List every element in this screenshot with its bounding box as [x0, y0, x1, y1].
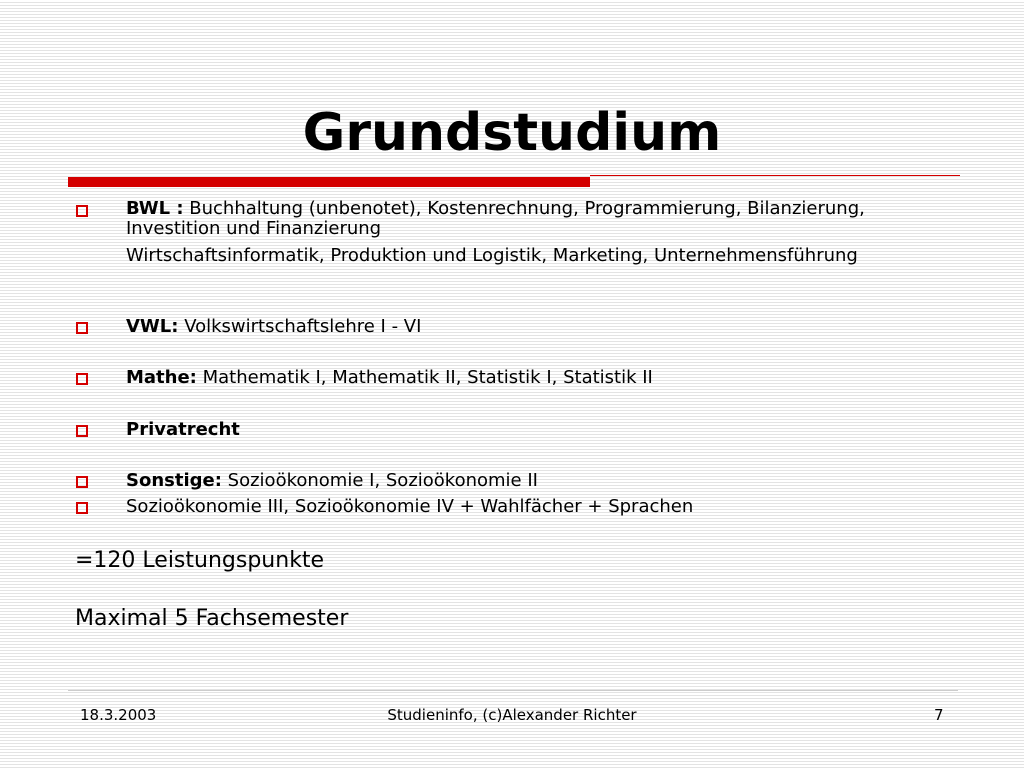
bullet-text: Sozioökonomie I, Sozioökonomie II	[227, 470, 538, 491]
hollow-square-icon	[76, 476, 88, 488]
summary-credits: =120 Leistungspunkte	[75, 548, 325, 573]
bullet-item-bwl	[126, 199, 926, 239]
slide-title: Grundstudium	[302, 103, 722, 163]
bullet-text: Volkswirtschaftslehre I - VI	[184, 316, 422, 337]
bullet-label: BWL :	[126, 198, 184, 219]
bullet-item-privatrecht	[126, 420, 926, 440]
footer-credit: Studieninfo, (c)Alexander Richter	[387, 706, 637, 724]
bullet-text: Sozioökonomie III, Sozioökonomie IV + Wahlfächer + Sprachen	[126, 496, 694, 517]
footer-date: 18.3.2003	[80, 706, 157, 724]
bullet-label: Mathe:	[126, 367, 197, 388]
bullet-item-vwl	[126, 317, 926, 337]
summary-semesters: Maximal 5 Fachsemester	[75, 606, 349, 631]
hollow-square-icon	[76, 322, 88, 334]
bullet-label: Privatrecht	[126, 419, 240, 440]
bullet-text: Buchhaltung (unbenotet), Kostenrechnung, Programmierung, Bilanzierung, Investition und Finanzierung	[126, 198, 865, 239]
bullet-text: Mathematik I, Mathematik II, Statistik I, Statistik II	[202, 367, 653, 388]
footer-divider	[68, 690, 958, 691]
footer-page-number: 7	[934, 706, 944, 724]
bullet-item-sonstige	[126, 471, 926, 491]
bullet-label: Sonstige:	[126, 470, 222, 491]
bullet-item-sozio	[126, 497, 926, 517]
hollow-square-icon	[76, 425, 88, 437]
hollow-square-icon	[76, 502, 88, 514]
bullet-continuation: Wirtschaftsinformatik, Produktion und Logistik, Marketing, Unternehmensführung	[126, 245, 858, 266]
bullet-item-mathe	[126, 368, 926, 388]
hollow-square-icon	[76, 205, 88, 217]
bullet-label: VWL:	[126, 316, 179, 337]
hollow-square-icon	[76, 373, 88, 385]
